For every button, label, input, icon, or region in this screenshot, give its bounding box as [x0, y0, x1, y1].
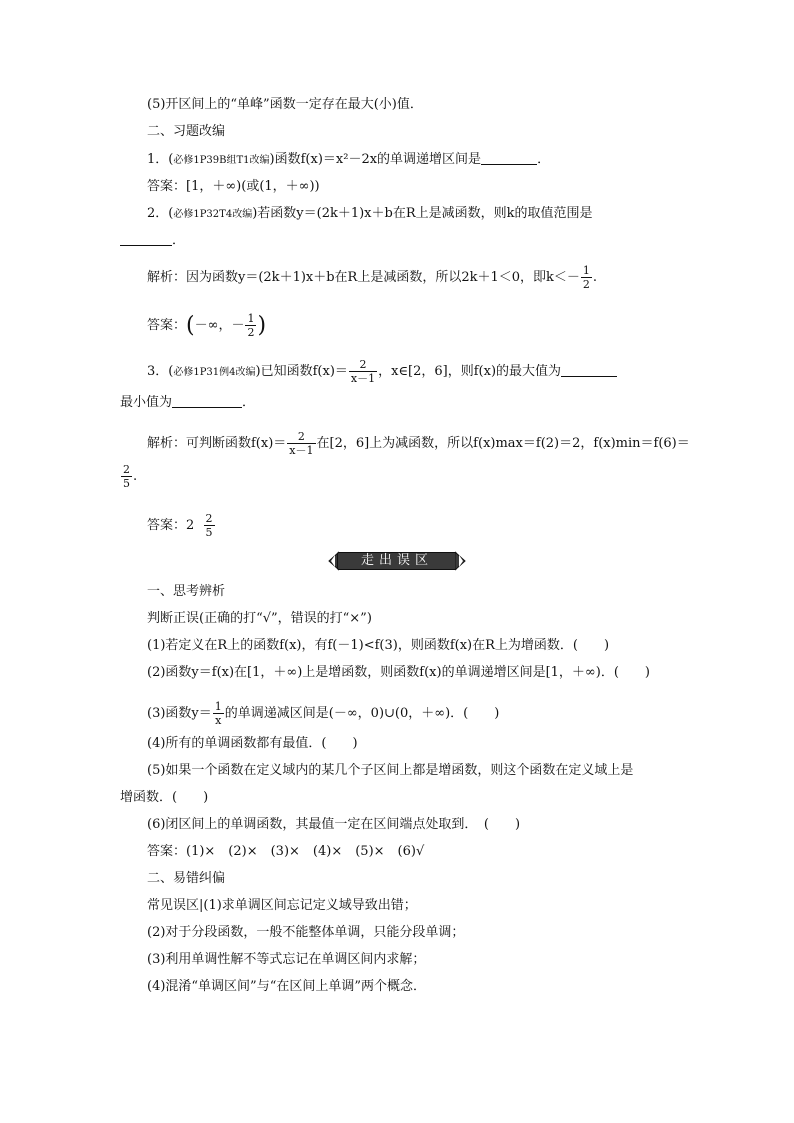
error-item-3: (3)利用单调性解不等式忘记在单调区间内求解；	[147, 952, 426, 967]
section-banner	[327, 551, 467, 571]
section-heading-errors: 二、易错纠偏	[147, 871, 226, 886]
fraction-two-fifths: $\frac{2}{5}$	[205, 512, 213, 539]
question-2-blank-line: ．	[120, 232, 185, 250]
judgement-item-6: (6)闭区间上的单调函数，其最值一定在区间端点处取到． ( )	[147, 817, 521, 832]
banner-right-ornament-icon	[455, 551, 467, 571]
error-item-1: 常见误区|(1)求单调区间忘记定义域导致出错；	[147, 898, 417, 913]
question-3-source: 必修1P31例4改编	[173, 367, 256, 378]
judgement-item-2: (2)函数y＝f(x)在[1，＋∞)上是增函数，则函数f(x)的单调递增区间是[1，＋∞)．( )	[147, 665, 650, 680]
answer-1: 答案：[1，＋∞)(或(1，＋∞))	[147, 179, 320, 194]
error-item-4: (4)混淆“单调区间”与“在区间上单调”两个概念．	[147, 979, 426, 994]
fraction-two-fifths: $\frac{2}{5}$	[123, 463, 130, 490]
judgement-answers: 答案：(1)× (2)× (3)× (4)× (5)× (6)√	[147, 844, 425, 859]
section-heading-exercises: 二、习题改编	[147, 124, 226, 139]
answer-blank	[172, 395, 242, 408]
answer-blank	[481, 152, 537, 165]
answer-2: 答案：(－∞，－ $\frac{1}{2}$ )	[147, 312, 267, 339]
answer-blank	[120, 233, 172, 246]
fraction-2-over-x-minus-1: $\frac{2}{x-1}$	[289, 430, 314, 457]
error-item-2: (2)对于分段函数，一般不能整体单调，只能分段单调；	[147, 925, 465, 940]
judgement-intro: 判断正误(正确的打“√”，错误的打“×”)	[147, 611, 372, 626]
judgement-item-3: (3)函数y＝ $\frac{1}{x}$ 的单调递减区间是(－∞，0)∪(0，＋∞)．( )	[147, 700, 500, 727]
answer-blank	[561, 364, 617, 377]
question-1-source: 必修1P39B组T1改编	[173, 155, 270, 166]
solution-3-result: $\frac{2}{5}$ .	[123, 463, 138, 490]
question-2-source: 必修1P32T4改编	[173, 209, 253, 220]
judgement-item-5-cont: 增函数．( )	[120, 790, 209, 805]
judgement-item-4: (4)所有的单调函数都有最值．( )	[147, 736, 358, 751]
fraction-1-over-x: $\frac{1}{x}$	[214, 700, 222, 727]
fraction-2-over-x-minus-1: $\frac{2}{x-1}$	[350, 358, 376, 385]
solution-2: 解析：因为函数y＝(2k＋1)x＋b在R上是减函数，所以2k＋1＜0，即k＜－ $\frac{1}{2}$ .	[147, 264, 598, 291]
judgement-item-1: (1)若定义在R上的函数f(x)，有f(－1)<f(3)，则函数f(x)在R上为增函数．( )	[147, 638, 610, 653]
section-heading-reflection: 一、思考辨析	[147, 584, 226, 599]
fraction-one-half: $\frac{1}{2}$	[247, 312, 255, 339]
question-1: 1．(必修1P39B组T1改编)函数f(x)＝x²－2x的单调递增区间是 ．	[147, 152, 551, 167]
answer-3: 答案：2 $\frac{2}{5}$	[147, 512, 213, 539]
fraction-one-half: $\frac{1}{2}$	[582, 264, 590, 291]
question-3: 3．(必修1P31例4改编)已知函数f(x)＝ $\frac{2}{x-1}$ ，x∈[2，6]，则f(x)的最大值为	[147, 358, 617, 385]
question-2: 2．(必修1P32T4改编)若函数y＝(2k＋1)x＋b在R上是减函数，则k的取值范围是	[147, 206, 593, 221]
question-3-min-line: 最小值为 ．	[120, 395, 256, 410]
judgement-item-5: (5)如果一个函数在定义域内的某几个子区间上都是增函数，则这个函数在定义域上是	[147, 763, 634, 778]
banner-title: 走出误区	[360, 553, 433, 568]
solution-3: 解析：可判断函数f(x)＝ $\frac{2}{x-1}$ 在[2，6]上为减函数，所以f(x)max＝f(2)＝2，f(x)min＝f(6)＝	[147, 430, 690, 457]
item-5-text: (5)开区间上的“单峰”函数一定存在最大(小)值．	[147, 97, 423, 112]
